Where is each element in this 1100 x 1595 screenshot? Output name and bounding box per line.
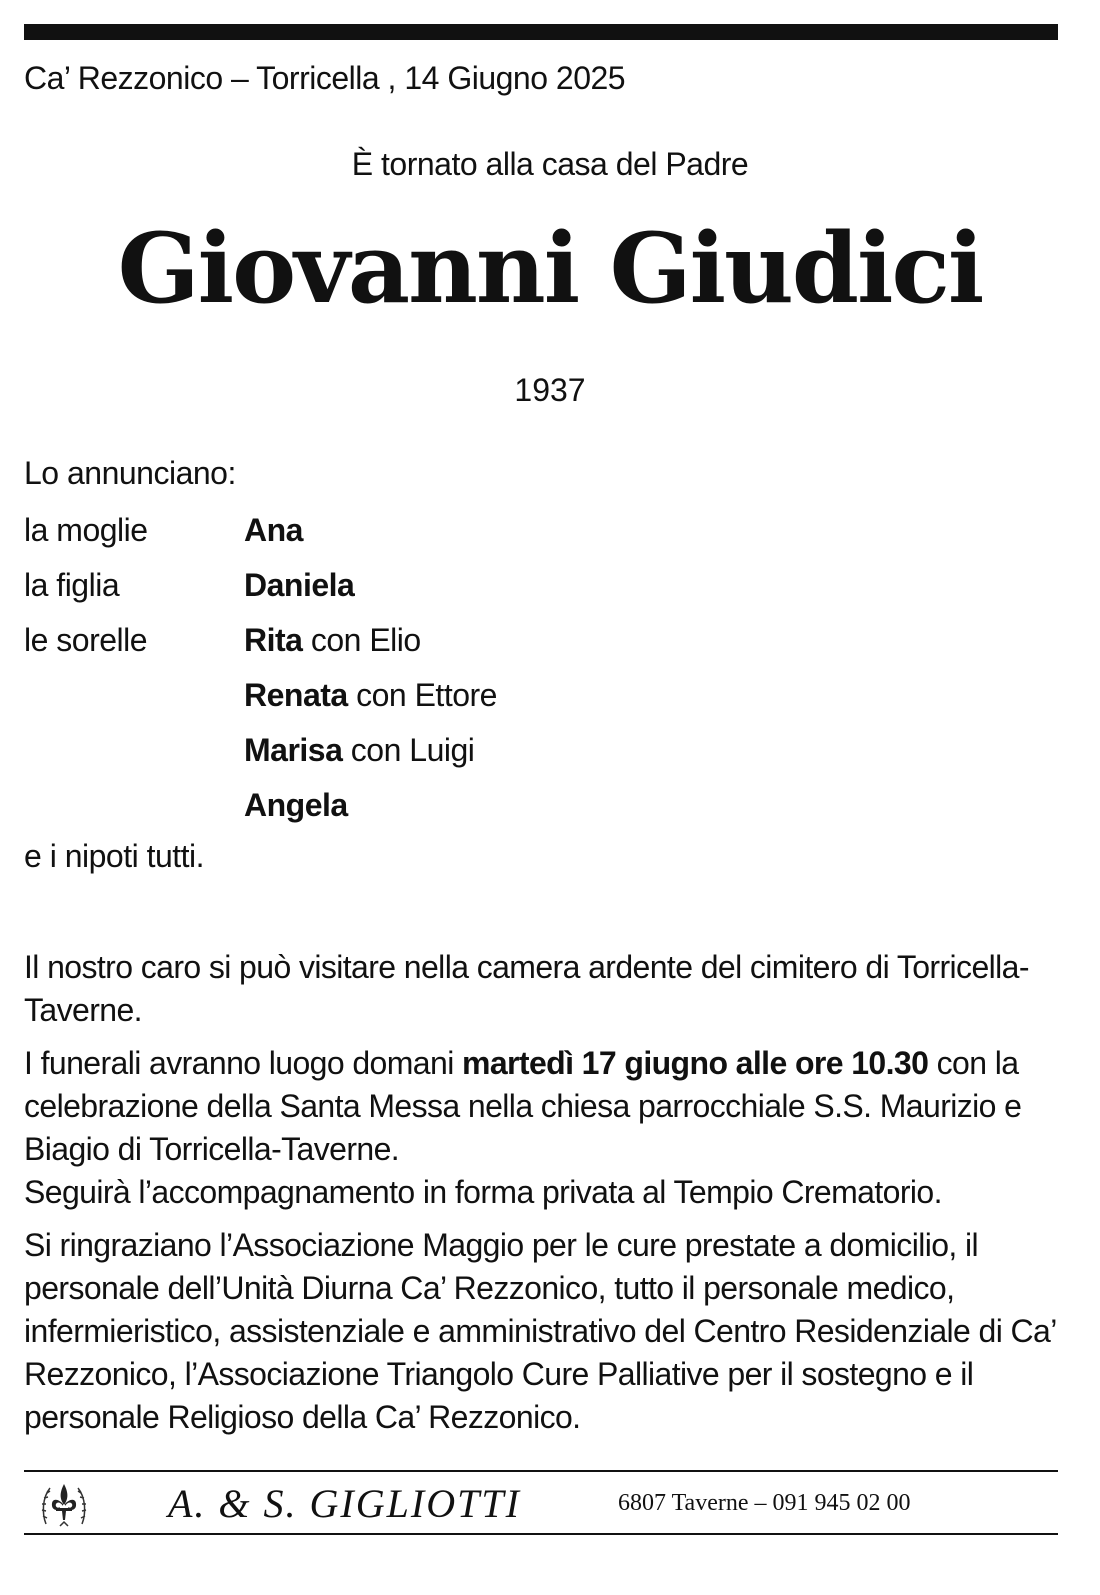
place-date: Ca’ Rezzonico – Torricella , 14 Giugno 2025 <box>24 60 626 96</box>
family-row <box>24 618 497 673</box>
family-member-name: Rita <box>244 622 303 658</box>
family-member <box>244 563 354 618</box>
family-member-name: Marisa <box>244 732 343 768</box>
family-member <box>244 783 348 838</box>
family-member <box>244 618 421 673</box>
footer-top-rule <box>24 1470 1058 1472</box>
intro-line: È tornato alla casa del Padre <box>351 146 749 182</box>
funeral-paragraph <box>24 1042 1074 1214</box>
funeral-date-time: martedì 17 giugno alle ore 10.30 <box>462 1045 929 1081</box>
family-list <box>24 508 497 838</box>
family-row <box>24 563 497 618</box>
family-row <box>24 783 497 838</box>
family-member-name: Renata <box>244 677 348 713</box>
family-member <box>244 673 497 728</box>
footer-bottom-rule <box>24 1533 1058 1535</box>
family-row <box>24 673 497 728</box>
announcement-title: Lo annunciano: <box>24 455 236 491</box>
family-relation <box>24 783 244 838</box>
family-member-partner: con Elio <box>302 622 421 658</box>
family-member <box>244 508 303 563</box>
funeral-agency-contact: 6807 Taverne – 091 945 02 00 <box>618 1490 911 1516</box>
family-member-partner: con Luigi <box>342 732 475 768</box>
family-relation: le sorelle <box>24 622 148 658</box>
notice-body <box>24 946 1074 1449</box>
family-member-partner: con Ettore <box>347 677 497 713</box>
fleur-de-lis-icon <box>38 1478 90 1532</box>
family-closing: e i nipoti tutti. <box>24 838 205 874</box>
funeral-followup: Seguirà l’accompagnamento in forma privata al Tempio Crematorio. <box>24 1174 942 1210</box>
top-border-bar <box>24 24 1058 40</box>
family-relation <box>24 728 244 783</box>
family-row <box>24 508 497 563</box>
family-member <box>244 728 474 783</box>
funeral-agency-name: A. & S. GIGLIOTTI <box>168 1481 521 1526</box>
family-member-name: Angela <box>244 787 348 823</box>
funeral-location: con la celebrazione della Santa Messa nella chiesa parrocchiale S.S. Maurizio e Biagio di Torricella-Taverne. <box>24 1045 1022 1167</box>
family-relation: la figlia <box>24 567 120 603</box>
funeral-prefix: I funerali avranno luogo domani <box>24 1045 462 1081</box>
deceased-year: 1937 <box>514 372 586 408</box>
family-member-name: Daniela <box>244 567 355 603</box>
family-relation <box>24 673 244 728</box>
family-row <box>24 728 497 783</box>
thanks-paragraph: Si ringraziano l’Associazione Maggio per le cure prestate a domicilio, il personale dell’Unità Diurna Ca’ Rezzonico, tutto il personale medico, infermieristico, assistenziale e amministrativo del Centro Residenziale di Ca’ Rezzonico, l’Associazione Triangolo Cure Palliative per il sostegno e il personale Religioso della Ca’ Rezzonico. <box>24 1227 1056 1435</box>
deceased-name: Giovanni Giudici <box>117 212 983 325</box>
visit-paragraph: Il nostro caro si può visitare nella camera ardente del cimitero di Torricella-Taverne. <box>24 949 1029 1028</box>
family-member-name: Ana <box>244 512 303 548</box>
family-relation: la moglie <box>24 512 148 548</box>
